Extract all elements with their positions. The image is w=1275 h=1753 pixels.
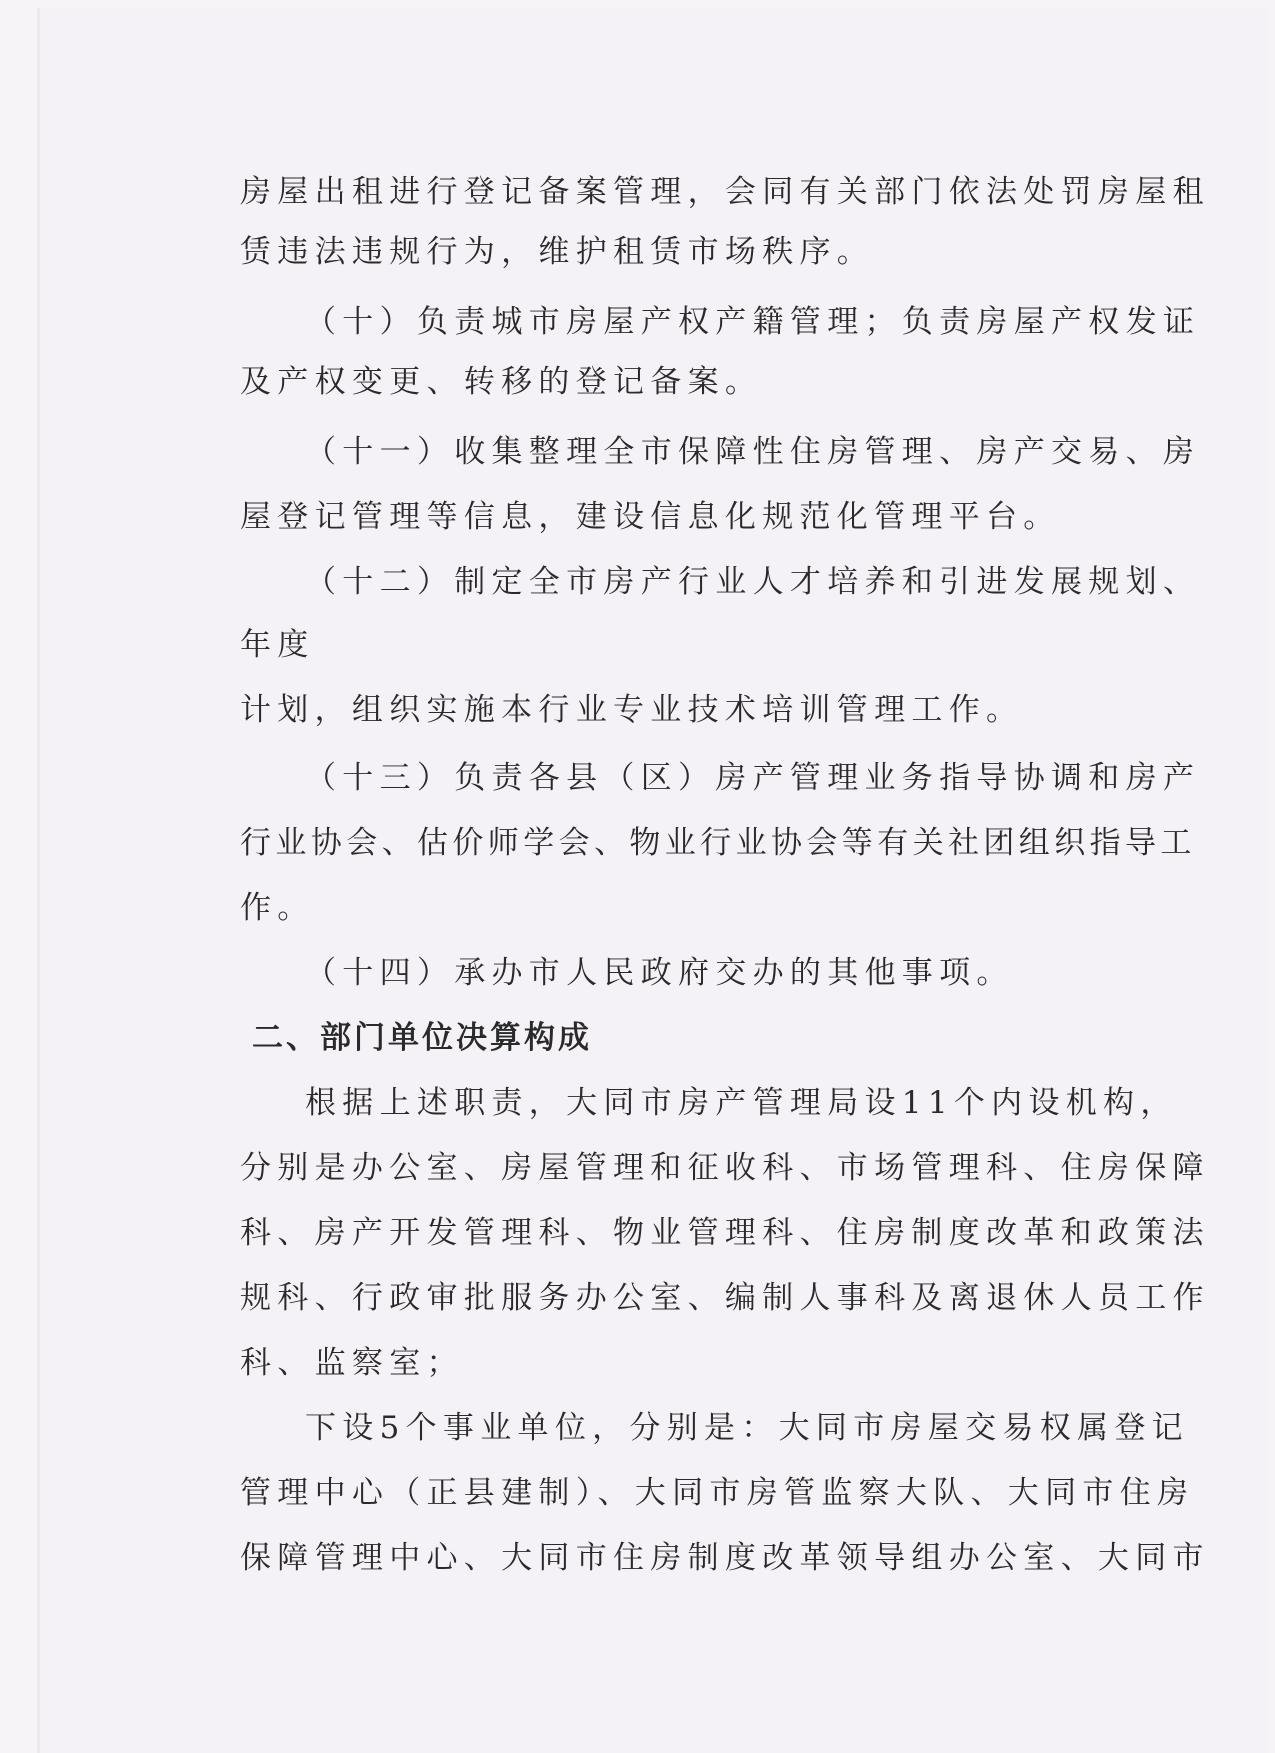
paragraph-line: 作。 bbox=[240, 890, 315, 926]
paragraph-line: （十四）承办市人民政府交办的其他事项。 bbox=[305, 955, 1014, 991]
paragraph-line: 及产权变更、转移的登记备案。 bbox=[240, 364, 763, 400]
paragraph-line: 分别是办公室、房屋管理和征收科、市场管理科、住房保障 bbox=[240, 1150, 1210, 1186]
paragraph-line: （十一）收集整理全市保障性住房管理、房产交易、房 bbox=[305, 434, 1201, 470]
paragraph-line: （十三）负责各县（区）房产管理业务指导协调和房产 bbox=[305, 760, 1201, 796]
paragraph-line: 计划，组织实施本行业专业技术培训管理工作。 bbox=[240, 692, 1024, 728]
paragraph-line: 赁违法违规行为，维护租赁市场秩序。 bbox=[240, 234, 875, 270]
paragraph-line: （十）负责城市房屋产权产籍管理；负责房屋产权发证 bbox=[305, 304, 1201, 340]
paragraph-line: （十二）制定全市房产行业人才培养和引进发展规划、 bbox=[305, 564, 1201, 600]
paragraph-line: 管理中心（正县建制）、大同市房管监察大队、大同市住房 bbox=[240, 1475, 1195, 1511]
section-heading: 二、部门单位决算构成 bbox=[252, 1020, 592, 1056]
paragraph-line: 年度 bbox=[240, 627, 315, 663]
paragraph-line: 保障管理中心、大同市住房制度改革领导组办公室、大同市 bbox=[240, 1540, 1210, 1576]
paragraph-line: 屋登记管理等信息，建设信息化规范化管理平台。 bbox=[240, 499, 1061, 535]
paragraph-line: 根据上述职责，大同市房产管理局设11个内设机构， bbox=[305, 1085, 1178, 1121]
paragraph-line: 科、房产开发管理科、物业管理科、住房制度改革和政策法 bbox=[240, 1215, 1210, 1251]
paragraph-line: 科、监察室； bbox=[240, 1345, 464, 1381]
paragraph-line: 下设5个事业单位，分别是：大同市房屋交易权属登记 bbox=[305, 1410, 1189, 1446]
paragraph-line: 房屋出租进行登记备案管理，会同有关部门依法处罚房屋租 bbox=[240, 174, 1210, 210]
paragraph-line: 规科、行政审批服务办公室、编制人事科及离退休人员工作 bbox=[240, 1280, 1210, 1316]
paragraph-line: 行业协会、估价师学会、物业行业协会等有关社团组织指导工 bbox=[240, 825, 1196, 861]
